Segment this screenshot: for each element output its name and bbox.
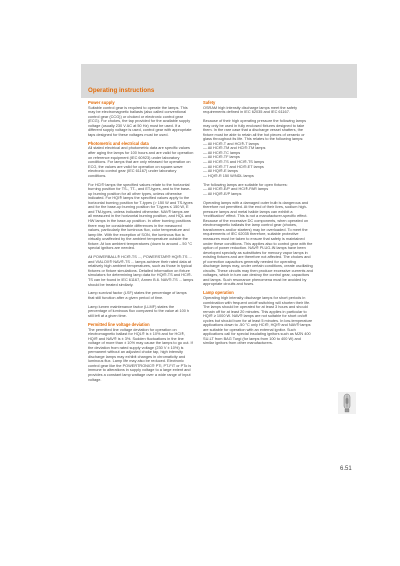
list-item: — All HCI®-TF lamps	[203, 155, 240, 160]
safety-heading: Safety	[203, 100, 216, 105]
lamp-operation-text: Operating high intensity discharge lamps for short periods in combination with frequent on/off switching will shorten their life. The lamps should be operated for at least 3 hours and should remain off for at least 20 minutes. This applies in particular to HQI® ≥ 1000 W. NAV® lamps are not suitable for short on/off cycles but should burn for at least 5 minutes. In low-temperature applications down to -50 °C only HCI®, HQI® and NAV® lamps are suitable for operation with an external ignitor. Such applications call for special insulating ignitors such as MZN 400 SU-LT from BAG Turgi (for lamps from 100 to 400 W) and similar ignitors from other manufacturers.	[203, 295, 313, 346]
photometric-text-2: For HCI® lamps the specified values relate to the horizontal burning position for TS-, TT-, and ET-types, and to the base-up burning position for all other types, unless otherwise indicated. For HQI® lamps the specified values apply to the horizontal burning position for T-types (> 150 W and TS-types and for the base-up burning position for T-types ≤ 150 W, E and TM-types, unless indicated otherwise. NAV® lamps are all measured in the horizontal burning position, and HQL and HW lamps in the base-up position. In other burning positions there may be considerable differences in the measured values, particularly the luminous flux, color temperature and lamp life. With the exception of SON, the luminous flux is virtually unaffected by the ambient temperature outside the fixture. At low ambient temperatures (down to around – 50 °C special ignitors are needed.	[88, 182, 193, 251]
list-item: — All HCI®-E/P and HCI®-PAR lamps	[203, 187, 269, 192]
list-item: — All HQI®-E/P lamps	[203, 191, 242, 196]
photometric-text-5: Lamp lumen maintenance factor (LLMF) states the percentage of luminous flux compared to the value at 100 h still left at a given time.	[88, 304, 190, 319]
voltage-heading: Permitted line voltage deviation	[88, 321, 150, 327]
power-supply-heading: Power supply	[88, 100, 115, 105]
open-fixture-lamps-list	[203, 187, 313, 196]
safety-text-1: OSRAM high intensity discharge lamps meet the safety requirements defined in IEC 62035 and IEC 61167.	[203, 105, 298, 115]
photometric-heading: Photometric and electrical data	[88, 140, 149, 146]
list-item: — All HCI®-T and HCI®-T lamps	[203, 141, 259, 146]
list-item: — All HCI®-TS and HCI®-TS lamps	[203, 160, 265, 164]
photometric-text-4: Lamp survival factor (LSF) states the percentage of lamps that still function after a given period of time.	[88, 291, 187, 300]
safety-text-3: The following lamps are suitable for open fixtures:	[203, 182, 288, 187]
list-item: — All HCI®-TM and HCI®-TM lamps	[203, 146, 266, 151]
power-supply-text: Suitable control gear is required to operate the lamps. This may be electromagnetic ballasts (also called conventional control gear (CCG)) or choked or electronic control gear (ECG). For chokes, the tap provided for the available supply voltage (usually 230 V AC at 50 Hz) must be used. If a different supply voltage is used, control gear with appropriate taps designed for these voltages must be used.	[88, 105, 192, 137]
list-item: — All HCI®-TC lamps	[203, 150, 241, 155]
list-item: — All HCI®-TT and HCI®-ET lamps	[203, 164, 264, 169]
page-number: 6.51	[340, 466, 352, 472]
list-item: — All HQI®-E lamps	[203, 169, 238, 174]
voltage-text: The permitted line voltage deviation for operation on electromagnetic ballast for HQL® is ± 10% and for HCI®, HQI® and NAV® is ± 3%. Sudden fluctuations in the line voltage of more than ± 10% may cause the lamps to go out. If the deviation from rated supply voltage (230 V ± 10%) is permanent without an adjusted choke tap, high intensity discharge lamps may exhibit changes in chromaticity and luminous flux. Lamp life may also be reduced. Electronic control gear like the POWERTRONIC® PTi, PT-FIT or PTo is immune to alterations in supply voltage to a large extent and provides a constant lamp wattage over a wide range of input voltage.	[88, 327, 193, 382]
enclosed-lamps-list	[203, 142, 313, 178]
safety-text-2: Because of their high operating pressure the following lamps may only be used in fully enclosed fixtures designed to take them. In the rare case that a discharge vessel shatters, the fixture must be able to retain all the hot pieces of ceramic or glass throughout its life. This relates to the following lamps:	[203, 119, 306, 142]
metal-halide-lamp-icon	[338, 392, 356, 414]
photometric-text-1: All stated electrical and photometric data are specific values after aging the lamps for 100 hours and are valid for operation on reference equipment (IEC 60923) under laboratory conditions. For lamps that are only released for operation on ECG, the values are valid for operation on square-wave electronic control gear (IEC 61167) under laboratory conditions.	[88, 146, 194, 178]
lamp-operation-heading: Lamp operation	[203, 290, 234, 296]
page-title: Operating instructions	[88, 87, 155, 94]
left-column	[88, 101, 194, 387]
safety-text-4: Operating lamps with a damaged outer bulb is dangerous and therefore not permitted. At the end of their lives, sodium high-pressure lamps and metal halide lamps can exhibit a “rectification” effect. This is not a manufacturer-specific effect. Because of the excessive DC components, when operated on electromagnetic ballasts the lamp control gear (chokes, transformers and/or starters) may be overloaded. To meet the requirements of IEC 62035 therefore, suitable protective measures must be taken to ensure that safety is maintained under these conditions. This applies also to control gear with the option of power reduction. NAV® PLUG-IN lamps have been developed specially as substitutes for mercury vapor lamps in existing fixtures and are therefore not affected. The chokes and pf correction capacitors generally needed for operating discharge lamps may, under certain conditions, create oscillating circuits. These circuits may then produce excessive currents and voltages, which in turn can destroy the control gear, capacitors and lamps. Such resonance phenomena must be avoided by appropriate circuits and fuses.	[203, 200, 313, 287]
photometric-text-3: All POWERBALL® HCI®-TS ..., POWERSTAR® HQI®-TS ... and VIALOX® NAV®-TS ... lamps achieve their rated data at relatively high ambient temperatures, such as those in typical fixtures or fixture simulations. Detailed information on fixture simulators for determining lamp data for HQI®-TS and HCI®-TS can be found in IEC 61167, Annex B.6. NAV®-TS ... lamps should be treated similarly.	[88, 255, 194, 287]
list-item: — HQI®-R 150 W/NDL lamps	[203, 173, 254, 178]
right-column	[203, 101, 313, 350]
